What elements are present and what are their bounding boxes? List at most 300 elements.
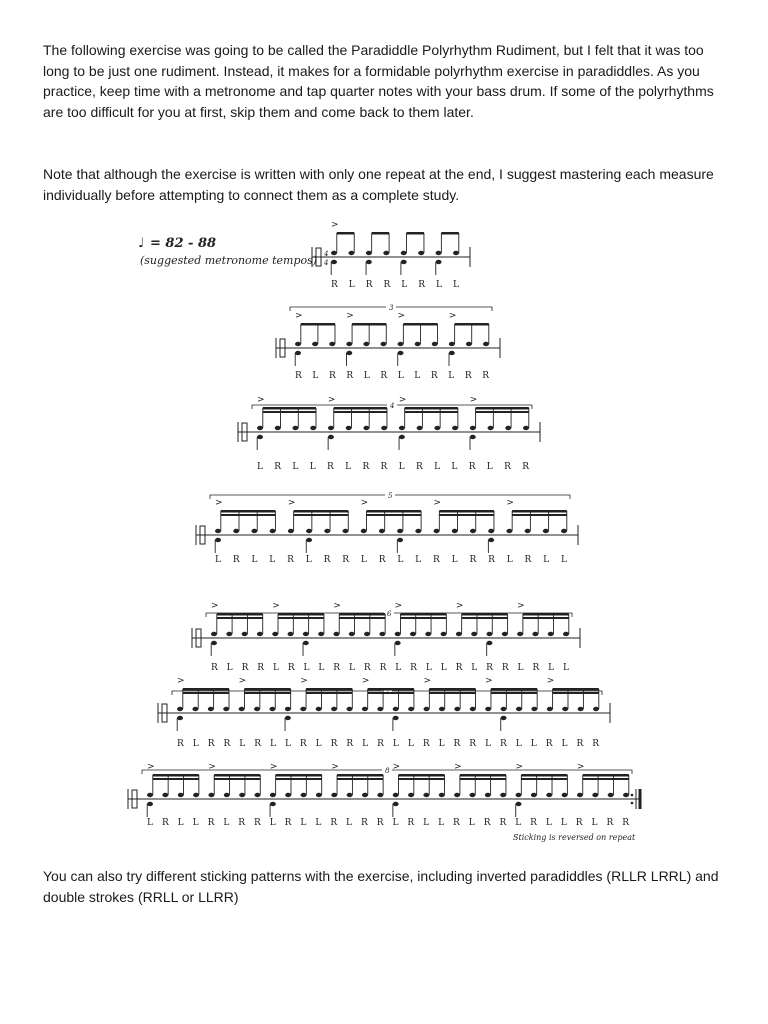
- accent-mark: >: [331, 220, 339, 230]
- beam-secondary: [398, 778, 444, 780]
- note-head: [486, 632, 492, 636]
- note-head: [531, 707, 537, 711]
- note-head: [452, 529, 458, 533]
- drum-notation: [0, 220, 768, 850]
- bass-drum-note: [397, 538, 403, 542]
- note-head: [347, 793, 353, 797]
- beam: [221, 510, 276, 513]
- time-signature-bottom: 4: [324, 259, 329, 267]
- sticking-pattern: R L R R L R L L R L R R: [295, 371, 489, 381]
- note-head: [623, 793, 629, 797]
- note-head: [285, 707, 291, 711]
- note-head: [251, 529, 257, 533]
- note-head: [342, 529, 348, 533]
- tuplet-bracket-right: [396, 307, 492, 311]
- note-head: [470, 707, 476, 711]
- note-head: [270, 529, 276, 533]
- note-head: [211, 632, 217, 636]
- bass-drum-note: [147, 802, 153, 806]
- note-head: [452, 426, 458, 430]
- beam-secondary: [521, 778, 567, 780]
- tuplet-number: 4: [390, 402, 395, 410]
- tuplet-bracket-left: [142, 770, 382, 774]
- accent-mark: >: [506, 498, 514, 508]
- note-head: [301, 793, 307, 797]
- beam: [263, 407, 316, 410]
- note-head: [436, 251, 442, 255]
- note-head: [401, 251, 407, 255]
- bass-drum-note: [516, 802, 522, 806]
- beam: [337, 232, 354, 235]
- note-head: [254, 707, 260, 711]
- beam-secondary: [263, 411, 316, 413]
- sticking-pattern: R L R R L R L L R L R R L R L L R L R R L R L L: [211, 663, 569, 673]
- beam-secondary: [294, 514, 349, 516]
- note-head: [543, 529, 549, 533]
- note-head: [434, 529, 440, 533]
- note-head: [193, 793, 199, 797]
- beam: [398, 774, 444, 777]
- note-head: [501, 707, 507, 711]
- note-head: [470, 426, 476, 430]
- accent-mark: >: [517, 601, 525, 611]
- tuplet-number: 3: [389, 304, 394, 312]
- beam: [491, 688, 537, 691]
- tempo-note: ♩: [138, 236, 145, 251]
- note-head: [242, 632, 248, 636]
- note-head: [592, 793, 598, 797]
- note-head: [208, 793, 214, 797]
- note-head: [363, 342, 369, 346]
- note-head: [318, 632, 324, 636]
- bass-drum-note: [395, 641, 401, 645]
- note-head: [348, 251, 354, 255]
- note-head: [398, 342, 404, 346]
- beam-secondary: [405, 411, 458, 413]
- bass-drum-note: [470, 435, 476, 439]
- accent-mark: >: [546, 676, 555, 686]
- accent-mark: >: [333, 601, 341, 611]
- beam-secondary: [366, 514, 421, 516]
- bass-drum-note: [393, 716, 399, 720]
- accent-mark: >: [469, 395, 478, 405]
- note-head: [331, 251, 337, 255]
- tempo-label: = 82 - 88: [150, 236, 217, 251]
- bass-drum-note: [393, 802, 399, 806]
- note-head: [324, 529, 330, 533]
- note-head: [417, 426, 423, 430]
- beam-secondary: [183, 692, 229, 694]
- note-head: [383, 251, 389, 255]
- note-head: [361, 529, 367, 533]
- note-head: [306, 529, 312, 533]
- note-head: [147, 793, 153, 797]
- beam: [244, 688, 290, 691]
- note-head: [288, 529, 294, 533]
- note-head: [377, 707, 383, 711]
- note-head: [380, 342, 386, 346]
- note-head: [349, 632, 355, 636]
- note-head: [456, 632, 462, 636]
- note-head: [295, 342, 301, 346]
- note-head: [418, 251, 424, 255]
- note-head: [178, 793, 184, 797]
- note-head: [362, 793, 368, 797]
- note-head: [328, 426, 334, 430]
- beam-secondary: [512, 514, 567, 516]
- note-head: [239, 707, 245, 711]
- accent-mark: >: [211, 601, 219, 611]
- note-head: [469, 793, 475, 797]
- measure-6: [158, 676, 610, 749]
- tuplet-number: 6: [387, 610, 392, 618]
- measure-1: [312, 220, 470, 290]
- sticking-pattern: R L R R L R L L: [331, 280, 459, 290]
- note-head: [608, 793, 614, 797]
- accent-mark: >: [327, 395, 336, 405]
- notation-systems: [128, 220, 640, 842]
- note-head: [208, 707, 214, 711]
- note-head: [333, 632, 339, 636]
- note-head: [415, 342, 421, 346]
- note-head: [453, 251, 459, 255]
- note-head: [275, 426, 281, 430]
- sticking-pattern: R L R R L R L L R L R R L R L L R L R R L R L L R L R R: [177, 739, 599, 749]
- beam: [366, 510, 421, 513]
- beam-secondary: [583, 778, 629, 780]
- note-head: [239, 793, 245, 797]
- note-head: [432, 342, 438, 346]
- note-head: [577, 793, 583, 797]
- note-head: [415, 529, 421, 533]
- note-head: [362, 707, 368, 711]
- beam: [407, 232, 424, 235]
- note-head: [516, 793, 522, 797]
- note-head: [331, 707, 337, 711]
- accent-mark: >: [392, 762, 401, 772]
- beam-secondary: [244, 692, 290, 694]
- accent-mark: >: [287, 498, 296, 508]
- accent-mark: >: [208, 762, 216, 772]
- accent-mark: >: [272, 601, 280, 611]
- accent-mark: >: [423, 676, 432, 686]
- beam-secondary: [429, 692, 475, 694]
- note-head: [346, 426, 352, 430]
- accent-mark: >: [360, 498, 369, 508]
- accent-mark: >: [295, 311, 303, 321]
- beam: [183, 688, 229, 691]
- beam: [521, 774, 567, 777]
- note-head: [454, 707, 460, 711]
- note-head: [269, 707, 275, 711]
- accent-mark: >: [361, 676, 370, 686]
- note-head: [500, 793, 506, 797]
- bass-drum-note: [270, 802, 276, 806]
- note-head: [300, 707, 306, 711]
- tuplet-bracket-left: [210, 495, 385, 499]
- beam-secondary: [368, 692, 414, 694]
- note-head: [488, 426, 494, 430]
- tuplet-number: 8: [385, 767, 390, 775]
- note-head: [364, 632, 370, 636]
- beam-secondary: [337, 778, 383, 780]
- note-head: [177, 707, 183, 711]
- note-head: [562, 707, 568, 711]
- note-head: [270, 793, 276, 797]
- note-head: [257, 632, 263, 636]
- repeat-dot: [631, 794, 634, 797]
- note-head: [423, 793, 429, 797]
- note-head: [454, 793, 460, 797]
- time-signature-top: 4: [324, 250, 329, 258]
- measure-5: [192, 601, 580, 673]
- accent-mark: >: [215, 498, 223, 508]
- note-head: [547, 707, 553, 711]
- beam: [294, 510, 349, 513]
- note-head: [346, 707, 352, 711]
- bass-drum-note: [295, 351, 301, 355]
- beam: [583, 774, 629, 777]
- note-head: [525, 529, 531, 533]
- note-head: [399, 426, 405, 430]
- note-head: [363, 426, 369, 430]
- beam: [439, 510, 494, 513]
- note-head: [215, 529, 221, 533]
- note-head: [285, 793, 291, 797]
- beam: [368, 688, 414, 691]
- beam-secondary: [306, 692, 352, 694]
- beam-secondary: [276, 778, 322, 780]
- note-head: [548, 632, 554, 636]
- beam: [460, 774, 506, 777]
- beam: [306, 688, 352, 691]
- note-head: [316, 793, 322, 797]
- note-head: [506, 529, 512, 533]
- bass-drum-note: [436, 260, 442, 264]
- sticking-pattern: L R L L R L R R L R L L R L R R: [257, 462, 529, 472]
- sticking-pattern: L R L L R L R R L R L L R L R R L R L L: [215, 555, 567, 565]
- beam-secondary: [339, 617, 385, 619]
- bass-drum-note: [346, 351, 352, 355]
- note-head: [561, 529, 567, 533]
- beam: [512, 510, 567, 513]
- beam: [476, 407, 529, 410]
- intro-paragraph-1: The following exercise was going to be called the Paradiddle Polyrhythm Rudiment, but I felt that it was too long to be just one rudiment. Instead, it makes for a formidable polyrhythm exercise in paradiddles. As you practice, keep time with a metronome and tap quarter notes with your bass drum. If some of the polyrhythms are too difficult for you at first, skip them and come back to them later.: [43, 42, 714, 120]
- note-head: [254, 793, 260, 797]
- beam-secondary: [491, 692, 537, 694]
- measure-7: [128, 762, 640, 828]
- note-head: [593, 707, 599, 711]
- bass-drum-note: [215, 538, 221, 542]
- note-head: [408, 793, 414, 797]
- outro-paragraph: You can also try different sticking patterns with the exercise, including inverted paradiddles (RLLR LRRL) and double strokes (RRLL or LLRR): [43, 868, 719, 905]
- note-head: [223, 707, 229, 711]
- accent-mark: >: [257, 395, 265, 405]
- note-head: [424, 707, 430, 711]
- note-head: [532, 632, 538, 636]
- sticking-pattern: L R L L R L R R L R L L R L R R L R L L R L R R L R L L R L R R: [147, 818, 629, 828]
- beam-secondary: [460, 778, 506, 780]
- accent-mark: >: [433, 498, 442, 508]
- beam-secondary: [476, 411, 529, 413]
- bass-drum-note: [177, 716, 183, 720]
- note-head: [224, 793, 230, 797]
- bass-drum-note: [488, 538, 494, 542]
- accent-mark: >: [576, 762, 585, 772]
- beam-secondary: [553, 692, 599, 694]
- measure-2: [276, 304, 500, 381]
- note-head: [393, 707, 399, 711]
- note-head: [578, 707, 584, 711]
- beam: [337, 774, 383, 777]
- beam: [153, 774, 199, 777]
- note-head: [505, 426, 511, 430]
- beam: [405, 407, 458, 410]
- note-head: [517, 632, 523, 636]
- beam: [372, 232, 389, 235]
- bass-drum-note: [285, 716, 291, 720]
- tuplet-bracket-left: [290, 307, 386, 311]
- bass-drum-note: [398, 351, 404, 355]
- note-head: [292, 426, 298, 430]
- note-head: [471, 632, 477, 636]
- intro-paragraph-2: Note that although the exercise is written with only one repeat at the end, I suggest mastering each measure individually before attempting to connect them as a complete study.: [43, 166, 714, 203]
- accent-mark: >: [515, 762, 524, 772]
- bass-drum-note: [399, 435, 405, 439]
- note-head: [329, 342, 335, 346]
- accent-mark: >: [448, 311, 457, 321]
- note-head: [379, 529, 385, 533]
- bass-drum-note: [366, 260, 372, 264]
- note-head: [312, 342, 318, 346]
- accent-mark: >: [394, 601, 403, 611]
- tuplet-number: 5: [388, 492, 393, 500]
- bass-drum-note: [449, 351, 455, 355]
- note-head: [434, 426, 440, 430]
- note-head: [485, 707, 491, 711]
- note-head: [563, 632, 569, 636]
- note-head: [470, 529, 476, 533]
- bass-drum-note: [501, 716, 507, 720]
- note-head: [439, 707, 445, 711]
- note-head: [562, 793, 568, 797]
- note-head: [441, 632, 447, 636]
- tuplet-bracket-right: [392, 770, 632, 774]
- note-head: [523, 426, 529, 430]
- note-head: [449, 342, 455, 346]
- note-head: [379, 632, 385, 636]
- accent-mark: >: [269, 762, 278, 772]
- note-head: [531, 793, 537, 797]
- accent-mark: >: [454, 762, 462, 772]
- beam-secondary: [334, 411, 387, 413]
- accent-mark: >: [455, 601, 464, 611]
- beam-secondary: [439, 514, 494, 516]
- note-head: [303, 632, 309, 636]
- beam-secondary: [278, 617, 324, 619]
- note-head: [381, 426, 387, 430]
- note-head: [483, 342, 489, 346]
- accent-mark: >: [331, 762, 339, 772]
- tuplet-number: 7: [385, 688, 390, 696]
- note-head: [516, 707, 522, 711]
- bass-drum-note: [257, 435, 263, 439]
- note-head: [331, 793, 337, 797]
- tempo-subtitle: (suggested metronome tempos): [140, 254, 318, 267]
- accent-mark: >: [346, 311, 354, 321]
- note-head: [408, 707, 414, 711]
- measure-3: [238, 395, 540, 472]
- beam-secondary: [221, 514, 276, 516]
- accent-mark: >: [397, 311, 406, 321]
- note-head: [346, 342, 352, 346]
- note-head: [377, 793, 383, 797]
- bass-drum-note: [328, 435, 334, 439]
- beam-secondary: [214, 778, 260, 780]
- note-head: [397, 529, 403, 533]
- beam-secondary: [462, 617, 508, 619]
- note-head: [466, 342, 472, 346]
- reverse-sticking-note: Sticking is reversed on repeat: [513, 833, 636, 842]
- bass-drum-note: [303, 641, 309, 645]
- beam: [276, 774, 322, 777]
- beam-secondary: [153, 778, 199, 780]
- bass-drum-note: [401, 260, 407, 264]
- note-head: [395, 632, 401, 636]
- accent-mark: >: [238, 676, 247, 686]
- bass-drum-note: [486, 641, 492, 645]
- beam: [441, 232, 458, 235]
- beam: [553, 688, 599, 691]
- note-head: [502, 632, 508, 636]
- beam: [334, 407, 387, 410]
- note-head: [546, 793, 552, 797]
- note-head: [410, 632, 416, 636]
- repeat-dot: [631, 802, 634, 805]
- note-head: [316, 707, 322, 711]
- accent-mark: >: [300, 676, 308, 686]
- note-head: [488, 529, 494, 533]
- bass-drum-note: [331, 260, 337, 264]
- note-head: [485, 793, 491, 797]
- note-head: [192, 707, 198, 711]
- accent-mark: >: [147, 762, 155, 772]
- note-head: [393, 793, 399, 797]
- note-head: [257, 426, 263, 430]
- beam-secondary: [523, 617, 569, 619]
- note-head: [226, 632, 232, 636]
- note-head: [310, 426, 316, 430]
- note-head: [272, 632, 278, 636]
- tuplet-bracket-right: [395, 495, 570, 499]
- note-head: [233, 529, 239, 533]
- bass-drum-note: [211, 641, 217, 645]
- accent-mark: >: [177, 676, 185, 686]
- accent-mark: >: [398, 395, 407, 405]
- note-head: [162, 793, 168, 797]
- measure-4: [196, 492, 578, 565]
- beam: [214, 774, 260, 777]
- note-head: [439, 793, 445, 797]
- note-head: [425, 632, 431, 636]
- note-head: [288, 632, 294, 636]
- beam-secondary: [400, 617, 446, 619]
- bass-drum-note: [306, 538, 312, 542]
- beam: [429, 688, 475, 691]
- accent-mark: >: [485, 676, 493, 686]
- beam-secondary: [217, 617, 263, 619]
- note-head: [366, 251, 372, 255]
